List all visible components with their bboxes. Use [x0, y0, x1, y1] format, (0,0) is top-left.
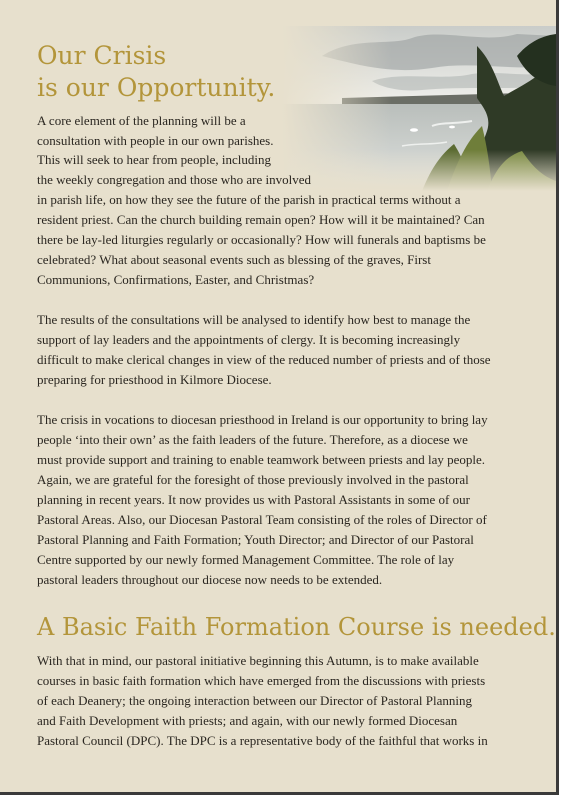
- text-line: and Faith Development with priests; and again, with our newly formed Diocesan: [37, 713, 458, 728]
- text-line: The results of the consultations will be analysed to identify how best to manage the: [37, 312, 471, 327]
- text-line: planning in recent years. It now provides us with Pastoral Assistants in some of our: [37, 492, 470, 507]
- text-line: Pastoral Council (DPC). The DPC is a representative body of the faithful that works in: [37, 733, 488, 748]
- section-heading: A Basic Faith Formation Course is needed.: [37, 613, 556, 641]
- title-line-2: is our Opportunity.: [37, 73, 276, 102]
- text-line: celebrated? What about seasonal events such as blessing of the graves, First: [37, 252, 431, 267]
- text-line: Communions, Confirmations, Easter, and Christmas?: [37, 272, 315, 287]
- text-line: there be lay-led liturgies regularly or occasionally? How will funerals and baptisms be: [37, 232, 486, 247]
- text-line: preparing for priesthood in Kilmore Diocese.: [37, 372, 272, 387]
- text-line: courses in basic faith formation which have emerged from the discussions with priests: [37, 673, 486, 688]
- text-line: pastoral leaders throughout our diocese now needs to be extended.: [37, 572, 383, 587]
- text-line: The crisis in vocations to diocesan priesthood in Ireland is our opportunity to bring lay: [37, 412, 488, 427]
- text-line: This will seek to hear from people, including: [37, 152, 271, 167]
- text-line: difficult to make clerical changes in view of the reduced number of priests and of those: [37, 352, 491, 367]
- text-line: Again, we are grateful for the foresight of those previously involved in the pastoral: [37, 472, 469, 487]
- text-line: consultation with people in our own parishes.: [37, 133, 274, 148]
- text-line: A core element of the planning will be a: [37, 113, 246, 128]
- text-line: Pastoral Areas. Also, our Diocesan Pastoral Team consisting of the roles of Director of: [37, 512, 487, 527]
- text-line: of each Deanery; the ongoing interaction between our Director of Pastoral Planning: [37, 693, 472, 708]
- page-title: [37, 40, 275, 104]
- text-line: Pastoral Planning and Faith Formation; Youth Director; and Director of our Pastoral: [37, 532, 474, 547]
- text-line: Centre supported by our newly formed Management Committee. The role of lay: [37, 552, 455, 567]
- text-line: in parish life, on how they see the future of the parish in practical terms without a: [37, 192, 461, 207]
- text-line: the weekly congregation and those who are involved: [37, 172, 311, 187]
- text-line: resident priest. Can the church building remain open? How will it be maintained? Can: [37, 212, 485, 227]
- title-line-1: Our Crisis: [37, 41, 167, 70]
- text-line: With that in mind, our pastoral initiative beginning this Autumn, is to make available: [37, 653, 479, 668]
- text-line: people ‘into their own’ as the faith leaders of the future. Therefore, as a diocese we: [37, 432, 468, 447]
- text-line: must provide support and training to enable teamwork between priests and lay people.: [37, 452, 486, 467]
- lake-landscape-image: [282, 26, 556, 191]
- text-line: support of lay leaders and the appointments of clergy. It is becoming increasingly: [37, 332, 461, 347]
